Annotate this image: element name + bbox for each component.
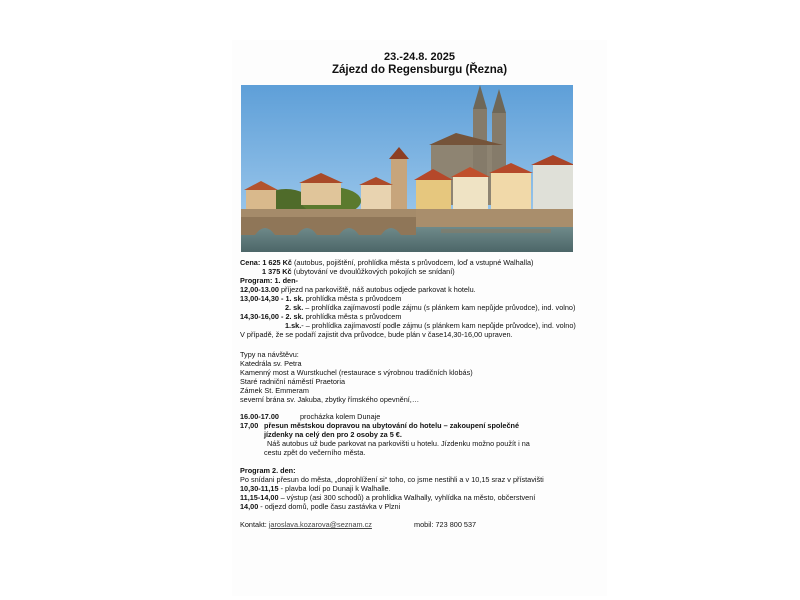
price-desc-2: (ubytování ve dvoulůžkových pokojích se snídaní) bbox=[293, 267, 455, 276]
mobile-number: 723 800 537 bbox=[435, 520, 477, 529]
day1-row-2 bbox=[240, 294, 401, 303]
day1-row-4-text: prohlídka města s průvodcem bbox=[305, 312, 402, 321]
day1-row-5 bbox=[285, 321, 576, 330]
tip-item: severní brána sv. Jakuba, zbytky římského opevnění,… bbox=[240, 395, 420, 404]
day2-heading: Program 2. den: bbox=[240, 466, 296, 475]
evening-row-2-line-4: cestu zpět do večerního města. bbox=[264, 448, 366, 457]
trip-title: Zájezd do Regensburgu (Řezna) bbox=[331, 64, 508, 76]
evening-row-1-time: 16.00-17.00 bbox=[240, 412, 279, 421]
day2-row-1-time: 10,30-11,15 bbox=[240, 484, 279, 493]
flyer-page bbox=[232, 40, 607, 596]
price-label: Cena: bbox=[240, 258, 261, 267]
contact-label: Kontakt: bbox=[240, 520, 267, 529]
contact-mobile bbox=[414, 520, 476, 529]
day1-heading: Program: 1. den- bbox=[240, 276, 298, 285]
tip-item: Staré radniční náměstí Praetoria bbox=[240, 377, 346, 386]
evening-row-1-text: procházka kolem Dunaje bbox=[300, 412, 381, 421]
day1-row-2-time: 13,00-14,30 bbox=[240, 294, 279, 303]
day2-row-2-text: – výstup (asi 300 schodů) a prohlídka Walhally, vyhlídka na město, občerstvení bbox=[280, 493, 536, 502]
day1-row-4-time: 14,30-16,00 bbox=[240, 312, 279, 321]
evening-row-2-line-1: přesun městskou dopravou na ubytování do hotelu – zakoupení společné bbox=[264, 421, 520, 430]
price-line-1 bbox=[240, 258, 533, 267]
day2-row-1 bbox=[240, 484, 391, 493]
day1-note: V případě, že se podaří zajistit dva průvodce, bude plán v čase14,30-16,00 upraven. bbox=[240, 330, 513, 339]
regensburg-cathedral-photo bbox=[241, 85, 573, 252]
day2-row-3-text: - odjezd domů, podle času zastávka v Plzni bbox=[260, 502, 401, 511]
day1-row-1-text: příjezd na parkoviště, náš autobus odjede parkovat k hotelu. bbox=[280, 285, 476, 294]
evening-row-2-time: 17,00 bbox=[240, 421, 259, 430]
day1-row-4-group: - 2. sk. bbox=[280, 312, 304, 321]
day1-row-1 bbox=[240, 285, 476, 294]
contact-line bbox=[240, 520, 372, 529]
day2-row-2 bbox=[240, 493, 535, 502]
price-desc-1: (autobus, pojištění, prohlídka města s průvodcem, loď a vstupné Walhalla) bbox=[293, 258, 534, 267]
tip-item: Zámek St. Emmeram bbox=[240, 386, 309, 395]
day1-row-3 bbox=[285, 303, 575, 312]
day1-row-5-text: - – prohlídka zajímavostí podle zájmu (s plánkem kam nepůjde průvodce), ind. volno) bbox=[301, 321, 576, 330]
day2-intro: Po snídani přesun do města, „doprohlížení si“ toho, co jsme nestihli a v 10,15 sraz v přístavišti bbox=[240, 475, 544, 484]
contact-email-link[interactable]: jaroslava.kozarova@seznam.cz bbox=[268, 520, 372, 529]
price-line-2 bbox=[262, 267, 455, 276]
day1-row-2-group: - 1. sk. bbox=[280, 294, 304, 303]
evening-row-2-line-2: jízdenky na celý den pro 2 osoby za 5 €. bbox=[264, 430, 402, 439]
day1-row-2-text: prohlídka města s průvodcem bbox=[305, 294, 402, 303]
day2-row-2-time: 11,15-14,00 bbox=[240, 493, 279, 502]
price-amount-1: 1 625 Kč bbox=[262, 258, 292, 267]
day2-row-3 bbox=[240, 502, 400, 511]
price-amount-2: 1 375 Kč bbox=[262, 267, 292, 276]
regensburg-photo-icon bbox=[241, 85, 573, 252]
mobile-label: mobil: bbox=[414, 520, 434, 529]
day1-row-3-text: – prohlídka zajímavostí podle zájmu (s plánkem kam nepůjde průvodce), ind. volno) bbox=[305, 303, 576, 312]
day1-row-1-time: 12,00-13.00 bbox=[240, 285, 279, 294]
day2-row-1-text: - plavba lodí po Dunaji k Walhalle. bbox=[280, 484, 391, 493]
day1-row-5-group: 1.sk. bbox=[285, 321, 302, 330]
day2-row-3-time: 14,00 bbox=[240, 502, 259, 511]
evening-row-2-line-3: Náš autobus už bude parkovat na parkovišti u hotelu. Jízdenku možno použít i na bbox=[267, 439, 530, 448]
tip-item: Kamenný most a Wurstkuchel (restaurace s výrobnou tradičních klobás) bbox=[240, 368, 473, 377]
day1-row-3-group: 2. sk. bbox=[285, 303, 304, 312]
trip-date: 23.-24.8. 2025 bbox=[384, 51, 455, 63]
tips-heading: Typy na návštěvu: bbox=[240, 350, 299, 359]
tip-item: Katedrála sv. Petra bbox=[240, 359, 302, 368]
day1-row-4 bbox=[240, 312, 401, 321]
